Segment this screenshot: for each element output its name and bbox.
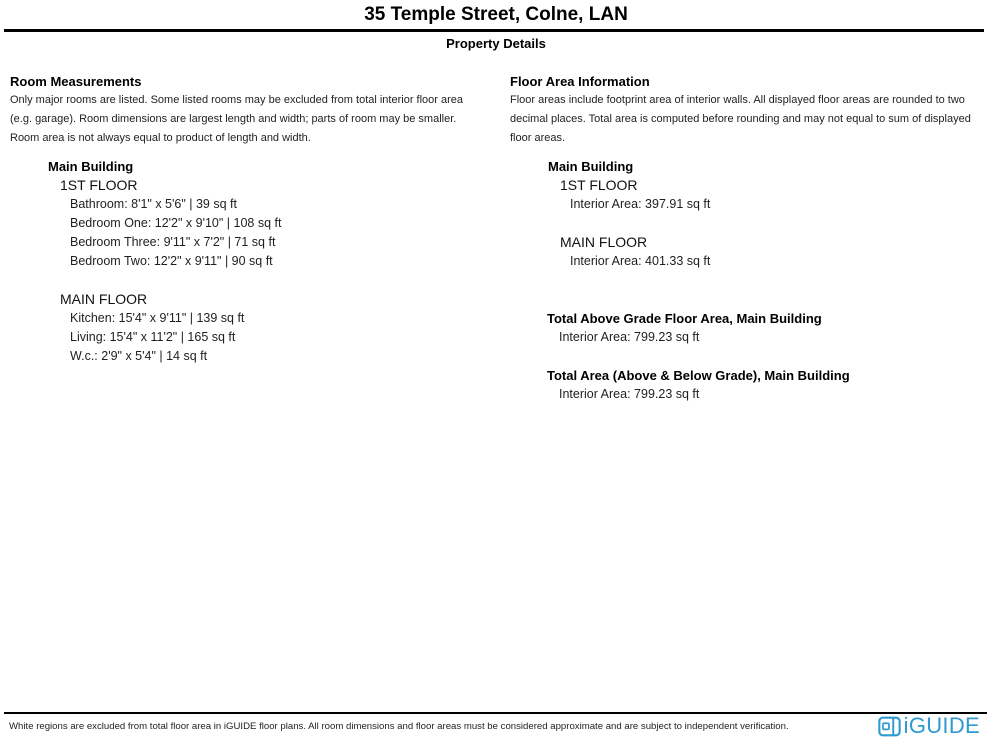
spacer xyxy=(510,148,988,157)
section-description-line: decimal places. Total area is computed before rounding and may not equal to sum of displayed xyxy=(510,113,971,125)
total-label: Total Area (Above & Below Grade), Main Building xyxy=(547,368,850,383)
total-value: Interior Area: 799.23 sq ft xyxy=(559,387,700,401)
blank-line xyxy=(510,347,988,366)
blank-line xyxy=(510,290,988,309)
blank-line xyxy=(510,271,988,290)
floor-name: 1ST FLOOR xyxy=(560,177,638,193)
section-description-line: (e.g. garage). Room dimensions are largest length and width; parts of room may be smaller. xyxy=(10,113,457,125)
room-entry: Bedroom Three: 9'11" x 7'2" | 71 sq ft xyxy=(70,235,276,249)
room-entry: W.c.: 2'9" x 5'4" | 14 sq ft xyxy=(70,349,208,363)
interior-area: Interior Area: 397.91 sq ft xyxy=(570,197,711,211)
building-name: Main Building xyxy=(548,159,634,174)
room-measurements-section xyxy=(10,72,490,366)
spacer xyxy=(10,148,490,157)
room-entry: Living: 15'4" x 11'2" | 165 sq ft xyxy=(70,330,236,344)
blank-line xyxy=(510,214,988,233)
building-name: Main Building xyxy=(48,159,134,174)
section-description-line: Floor areas include footprint area of interior walls. All displayed floor areas are rounded to two xyxy=(510,94,965,106)
blank-line xyxy=(10,271,490,290)
interior-area: Interior Area: 401.33 sq ft xyxy=(570,254,711,268)
page-subtitle: Property Details xyxy=(446,36,546,51)
floor-name: MAIN FLOOR xyxy=(560,234,648,250)
floor-name: 1ST FLOOR xyxy=(60,177,138,193)
page-title: 35 Temple Street, Colne, LAN xyxy=(364,4,628,25)
iguide-camera-icon xyxy=(878,715,901,738)
footer-disclaimer: White regions are excluded from total floor area in iGUIDE floor plans. All room dimensions and floor areas must be considered approximate and are subject to independent verification. xyxy=(9,721,789,732)
header-divider xyxy=(4,29,984,32)
footer-divider xyxy=(4,712,987,714)
iguide-logo-text: iGUIDE xyxy=(903,713,980,738)
room-entry: Kitchen: 15'4" x 9'11" | 139 sq ft xyxy=(70,311,245,325)
total-label: Total Above Grade Floor Area, Main Building xyxy=(547,311,822,326)
room-entry: Bedroom Two: 12'2" x 9'11" | 90 sq ft xyxy=(70,254,273,268)
section-description-line: Only major rooms are listed. Some listed rooms may be excluded from total interior floor area xyxy=(10,94,464,106)
room-entry: Bedroom One: 12'2" x 9'10" | 108 sq ft xyxy=(70,216,282,230)
floor-name: MAIN FLOOR xyxy=(60,291,148,307)
iguide-logo xyxy=(878,713,980,739)
section-heading: Room Measurements xyxy=(10,74,142,89)
section-heading: Floor Area Information xyxy=(510,74,650,89)
section-description-line: floor areas. xyxy=(510,132,566,144)
total-value: Interior Area: 799.23 sq ft xyxy=(559,330,700,344)
room-entry: Bathroom: 8'1" x 5'6" | 39 sq ft xyxy=(70,197,237,211)
section-description-line: Room area is not always equal to product of length and width. xyxy=(10,132,311,144)
floor-area-information-section xyxy=(510,72,988,404)
